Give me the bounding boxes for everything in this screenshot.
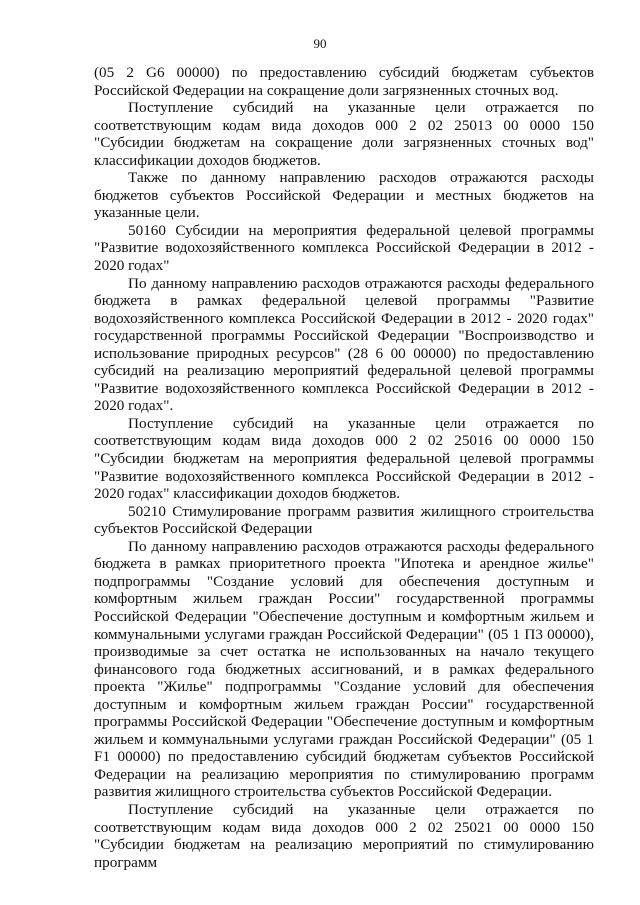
paragraph-9: Поступление субсидий на указанные цели отражается по соответствующим кодам вида доходов 000 2 02 25021 00 0000 150 "Субсидии бюджетам на реализацию мероприятий по стимулированию программ [94, 800, 594, 871]
section-heading-50210: 50210 Стимулирование программ развития жилищного строительства субъектов Российской Федерации [94, 502, 594, 538]
paragraph-1: (05 2 G6 00000) по предоставлению субсидий бюджетам субъектов Российской Федерации на сокращение доли загрязненных сточных вод. [94, 64, 594, 99]
paragraph-5: По данному направлению расходов отражаются расходы федерального бюджета в рамках федеральной целевой программы "Развитие водохозяйственного комплекса Российской Федерации в 2012 - 2020 годах" государственной программы Российской Федерации "Воспроизводство и использование природных ресурсов" (28 6 00 00000) по предоставлению субсидий на реализацию мероприятий федеральной целевой программы "Развитие водохозяйственного комплекса Российской Федерации в 2012 - 2020 годах". [94, 274, 594, 415]
section-heading-50160: 50160 Субсидии на мероприятия федеральной целевой программы "Развитие водохозяйственного комплекса Российской Федерации в 2012 - 2020 годах" [94, 221, 594, 275]
paragraph-2: Поступление субсидий на указанные цели отражается по соответствующим кодам вида доходов 000 2 02 25013 00 0000 150 "Субсидии бюджетам на сокращение доли загрязненных сточных вод" классификации доходов бюджетов. [94, 99, 594, 169]
paragraph-3: Также по данному направлению расходов отражаются расходы бюджетов субъектов Российской Федерации и местных бюджетов на указанные цели. [94, 169, 594, 222]
paragraph-6: Поступление субсидий на указанные цели отражается по соответствующим кодам вида доходов 000 2 02 25016 00 0000 150 "Субсидии бюджетам на мероприятия федеральной целевой программы "Развитие водохозяйственного комплекса Российской Федерации в 2012 - 2020 годах" классификации доходов бюджетов. [94, 414, 594, 503]
paragraph-8: По данному направлению расходов отражаются расходы федерального бюджета в рамках приоритетного проекта "Ипотека и арендное жилье" подпрограммы "Создание условий для обеспечения доступным и комфортным жильем граждан России" государственной программы Российской Федерации "Обеспечение доступным и комфортным жильем и коммунальными услугами граждан Российской Федерации" (05 1 П3 00000), производимые за счет остатка не использованных на начало текущего финансового года бюджетных ассигнований, и в рамках федерального проекта "Жилье" подпрограммы "Создание условий для обеспечения доступным и комфортным жильем граждан России" государственной программы Российской Федерации "Обеспечение доступным и комфортным жильем и коммунальными услугами граждан Российской Федерации" (05 1 F1 00000) по предоставлению субсидий бюджетам субъектов Российской Федерации на реализацию мероприятия по стимулированию программ развития жилищного строительства субъектов Российской Федерации. [94, 537, 594, 801]
document-body [94, 64, 594, 871]
page-number: 90 [313, 36, 327, 51]
